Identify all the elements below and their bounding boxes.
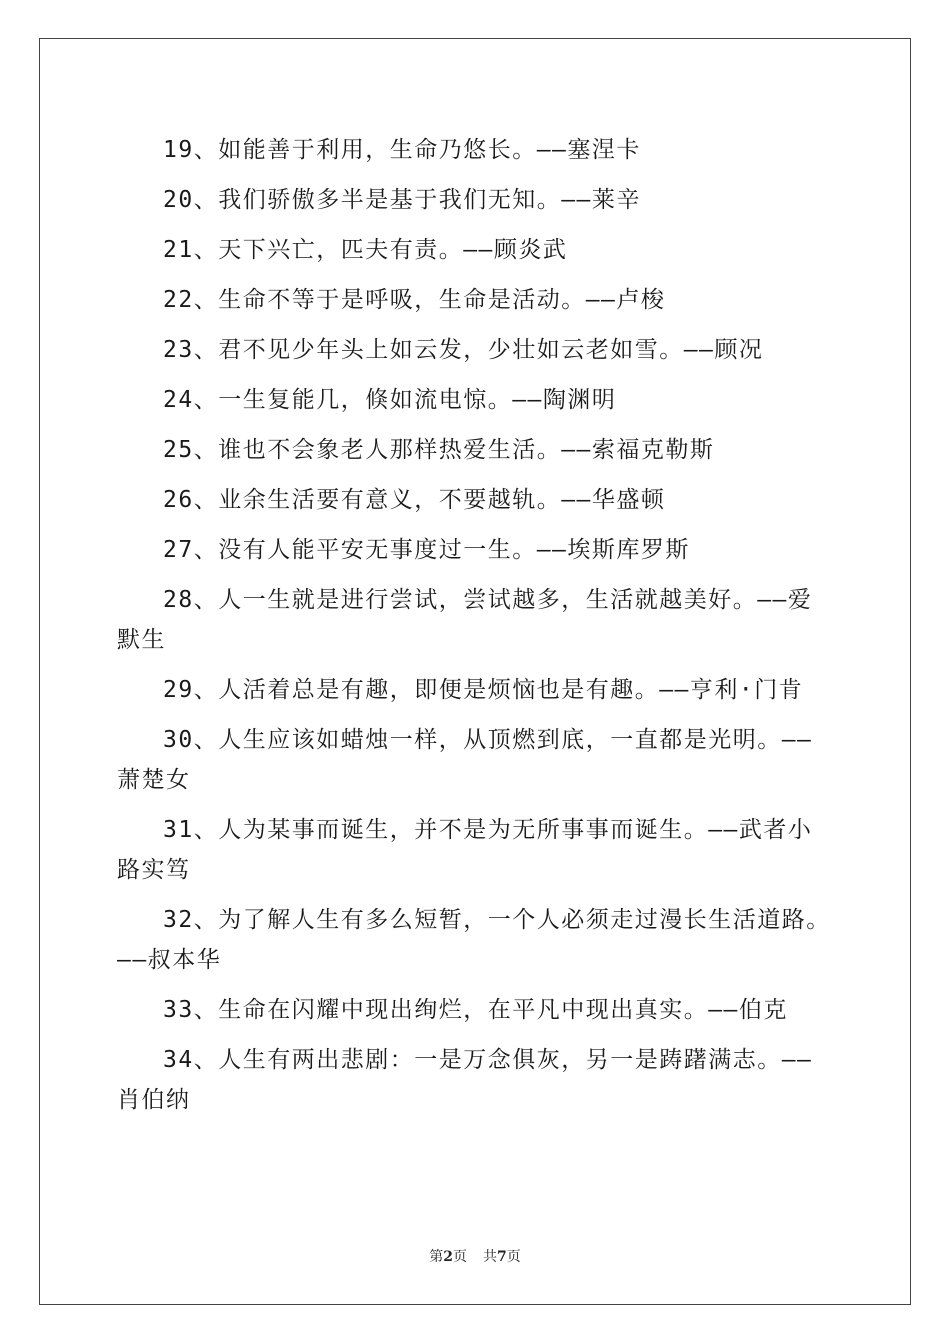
quote-paragraph: 28、人一生就是进行尝试，尝试越多，生活就越美好。——爱默生 (117, 587, 813, 653)
page-label-suffix: 页 (453, 1249, 467, 1265)
quote-paragraph: 21、天下兴亡，匹夫有责。——顾炎武 (163, 237, 568, 263)
quote-paragraph: 19、如能善于利用，生命乃悠长。——塞涅卡 (163, 137, 641, 163)
quote-paragraph: 33、生命在闪耀中现出绚烂，在平凡中现出真实。——伯克 (163, 997, 788, 1023)
quote-paragraph: 30、人生应该如蜡烛一样，从顶燃到底，一直都是光明。——萧楚女 (117, 727, 813, 793)
total-label-prefix: 共 (483, 1249, 497, 1265)
quote-paragraph: 34、人生有两出悲剧：一是万念俱灰，另一是踌躇满志。——肖伯纳 (117, 1047, 813, 1113)
quote-paragraph: 32、为了解人生有多么短暂，一个人必须走过漫长生活道路。——叔本华 (117, 907, 831, 973)
page-footer (0, 1246, 950, 1266)
quote-paragraph: 25、谁也不会象老人那样热爱生活。——索福克勒斯 (163, 437, 715, 463)
page-label-prefix: 第 (429, 1249, 444, 1265)
quote-paragraph: 26、业余生活要有意义，不要越轨。——华盛顿 (163, 487, 666, 513)
quote-paragraph: 31、人为某事而诞生，并不是为无所事事而诞生。——武者小路实笃 (117, 817, 813, 883)
quote-paragraph: 23、君不见少年头上如云发，少壮如云老如雪。——顾况 (163, 337, 764, 363)
total-label-suffix: 页 (506, 1249, 521, 1265)
current-page-number: 2 (443, 1249, 453, 1265)
document-body (117, 130, 832, 1130)
quote-paragraph: 29、人活着总是有趣，即便是烦恼也是有趣。——亨利·门肯 (163, 677, 804, 703)
quote-paragraph: 22、生命不等于是呼吸，生命是活动。——卢梭 (163, 287, 666, 313)
quote-paragraph: 27、没有人能平安无事度过一生。——埃斯库罗斯 (163, 537, 690, 563)
quote-paragraph: 20、我们骄傲多半是基于我们无知。——莱辛 (163, 187, 641, 213)
quote-paragraph: 24、一生复能几，倏如流电惊。——陶渊明 (163, 387, 617, 413)
total-page-count: 7 (497, 1249, 507, 1265)
